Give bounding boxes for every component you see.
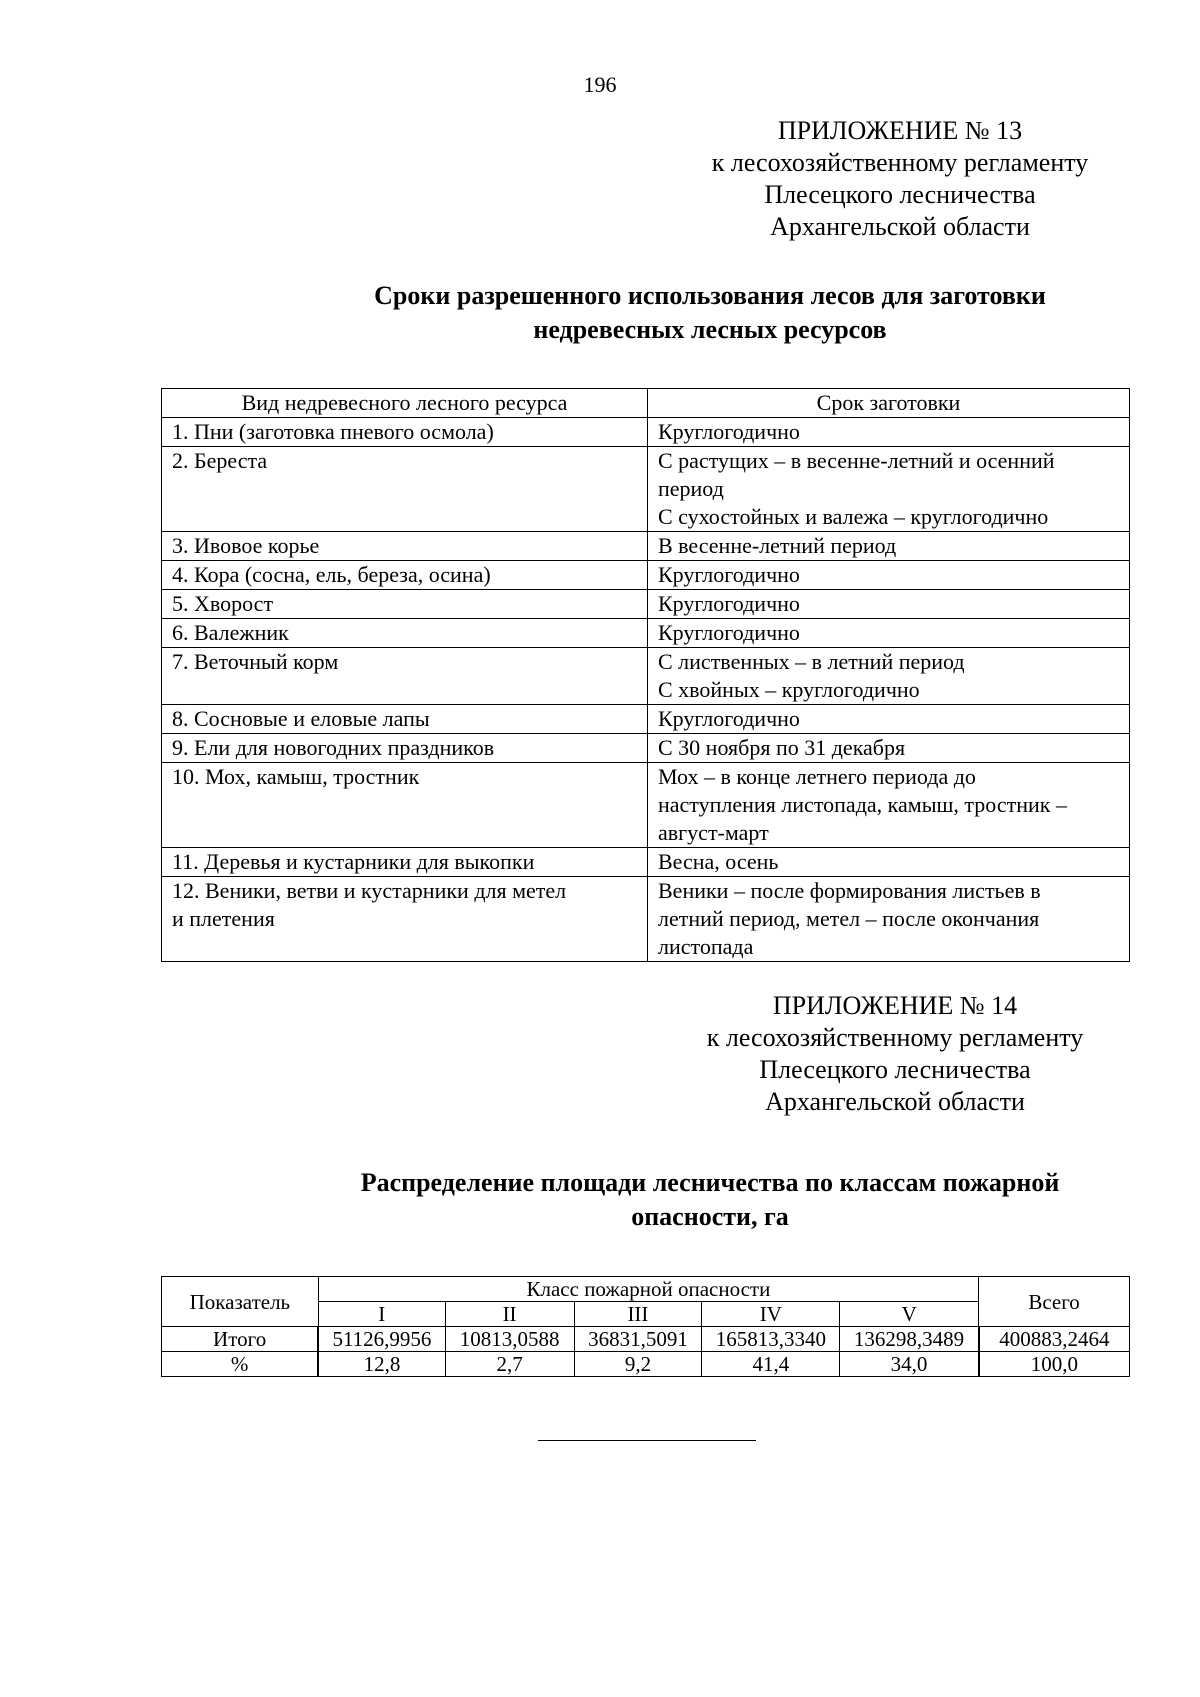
appendix-13-header <box>660 115 1140 243</box>
table-row <box>162 648 1130 705</box>
indicator-column-header: Показатель <box>162 1277 319 1327</box>
period-cell <box>648 705 1130 734</box>
resource-cell <box>162 418 648 447</box>
resource-cell <box>162 590 648 619</box>
resource-cell <box>162 648 648 705</box>
resource-cell <box>162 877 648 962</box>
period-line: Круглогодично <box>658 562 800 587</box>
fire-value-cell: 41,4 <box>702 1352 840 1377</box>
resources-table-header-row <box>162 389 1130 418</box>
resources-table-title <box>160 279 1200 347</box>
appendix-13-line-2: Плесецкого лесничества <box>764 180 1036 209</box>
fire-table-header-row-1 <box>162 1277 1130 1302</box>
row-label-cell: % <box>162 1352 319 1377</box>
period-line: Весна, осень <box>658 849 779 874</box>
table-row <box>162 590 1130 619</box>
appendix-14-line-1: к лесохозяйственному регламенту <box>706 1023 1084 1052</box>
period-cell <box>648 848 1130 877</box>
period-line: период <box>658 476 724 501</box>
period-line: Круглогодично <box>658 620 800 645</box>
resource-line: 2. Береста <box>172 448 268 473</box>
period-cell <box>648 619 1130 648</box>
period-cell <box>648 532 1130 561</box>
resources-table <box>161 388 1130 962</box>
period-line: Круглогодично <box>658 591 800 616</box>
table-row <box>162 447 1130 532</box>
table-row <box>162 848 1130 877</box>
table-row <box>162 1327 1130 1352</box>
table-row <box>162 763 1130 848</box>
period-line: С лиственных – в летний период <box>658 649 965 674</box>
period-line: Мох – в конце летнего периода до <box>658 764 976 789</box>
resource-line: 9. Ели для новогодних праздников <box>172 735 495 760</box>
table-row <box>162 877 1130 962</box>
fire-title-line-1: Распределение площади лесничества по классам пожарной <box>360 1168 1060 1197</box>
resource-line: 7. Веточный корм <box>172 649 339 674</box>
fire-class-header: I <box>318 1302 445 1327</box>
appendix-14-line-2: Плесецкого лесничества <box>759 1055 1031 1084</box>
resources-table-body <box>162 418 1130 962</box>
resource-line: 8. Сосновые и еловые лапы <box>172 706 430 731</box>
row-label-cell: Итого <box>162 1327 319 1352</box>
resource-cell <box>162 734 648 763</box>
period-line: летний период, метел – после окончания <box>658 906 1040 931</box>
appendix-13-line-3: Архангельской области <box>770 212 1030 241</box>
appendix-14-line-3: Архангельской области <box>765 1087 1025 1116</box>
fire-class-header: III <box>574 1302 702 1327</box>
resource-cell <box>162 561 648 590</box>
period-line: Веники – после формирования листьев в <box>658 878 1041 903</box>
fire-value-cell: 165813,3340 <box>702 1327 840 1352</box>
table-row <box>162 734 1130 763</box>
resource-line: 10. Мох, камыш, тростник <box>172 764 420 789</box>
fire-class-header: V <box>840 1302 979 1327</box>
fire-total-cell: 100,0 <box>979 1352 1130 1377</box>
fire-title-line-2: опасности, га <box>631 1202 789 1231</box>
resources-title-line-2: недревесных лесных ресурсов <box>533 315 887 344</box>
resource-line: 6. Валежник <box>172 620 289 645</box>
fire-value-cell: 51126,9956 <box>318 1327 445 1352</box>
fire-value-cell: 2,7 <box>445 1352 574 1377</box>
appendix-14-header <box>655 990 1135 1118</box>
fire-value-cell: 34,0 <box>840 1352 979 1377</box>
resources-title-line-1: Сроки разрешенного использования лесов для заготовки <box>374 281 1046 310</box>
appendix-14-heading: ПРИЛОЖЕНИЕ № 14 <box>772 991 1018 1020</box>
resource-cell <box>162 619 648 648</box>
period-line: листопада <box>658 934 754 959</box>
resource-line: 4. Кора (сосна, ель, береза, осина) <box>172 562 491 587</box>
table-row <box>162 619 1130 648</box>
table-row <box>162 705 1130 734</box>
resource-line: 5. Хворост <box>172 591 274 616</box>
resource-cell <box>162 447 648 532</box>
fire-value-cell: 10813,0588 <box>445 1327 574 1352</box>
fire-value-cell: 9,2 <box>574 1352 702 1377</box>
period-line: В весенне-летний период <box>658 533 897 558</box>
resource-cell <box>162 705 648 734</box>
table-row <box>162 561 1130 590</box>
period-line: С хвойных – круглогодично <box>658 677 920 702</box>
period-cell <box>648 763 1130 848</box>
fire-value-cell: 36831,5091 <box>574 1327 702 1352</box>
resource-cell <box>162 848 648 877</box>
period-cell <box>648 418 1130 447</box>
fire-total-cell: 400883,2464 <box>979 1327 1130 1352</box>
fire-class-header: II <box>445 1302 574 1327</box>
period-line: август-март <box>658 820 769 845</box>
period-cell <box>648 590 1130 619</box>
table-row <box>162 418 1130 447</box>
fire-table-title <box>160 1166 1200 1234</box>
resource-cell <box>162 763 648 848</box>
table-row <box>162 532 1130 561</box>
resource-column-header: Вид недревесного лесного ресурса <box>162 389 648 418</box>
resource-line: и плетения <box>172 906 275 931</box>
period-line: С 30 ноября по 31 декабря <box>658 735 906 760</box>
appendix-13-line-1: к лесохозяйственному регламенту <box>711 148 1089 177</box>
page-number: 196 <box>583 72 617 97</box>
table-row <box>162 1352 1130 1377</box>
period-column-header: Срок заготовки <box>648 389 1130 418</box>
period-cell <box>648 877 1130 962</box>
fire-class-group-header: Класс пожарной опасности <box>318 1277 978 1302</box>
fire-class-header: IV <box>702 1302 840 1327</box>
fire-danger-table <box>161 1276 1130 1377</box>
period-cell <box>648 648 1130 705</box>
end-of-page-rule <box>538 1440 756 1441</box>
period-cell <box>648 734 1130 763</box>
period-line: С растущих – в весенне-летний и осенний <box>658 448 1055 473</box>
resource-line: 12. Веники, ветви и кустарники для метел <box>172 878 567 903</box>
fire-value-cell: 136298,3489 <box>840 1327 979 1352</box>
resource-cell <box>162 532 648 561</box>
resource-line: 3. Ивовое корье <box>172 533 320 558</box>
resource-line: 1. Пни (заготовка пневого осмола) <box>172 419 494 444</box>
appendix-13-heading: ПРИЛОЖЕНИЕ № 13 <box>777 116 1023 145</box>
period-line: Круглогодично <box>658 419 800 444</box>
period-line: Круглогодично <box>658 706 800 731</box>
fire-value-cell: 12,8 <box>318 1352 445 1377</box>
period-cell <box>648 447 1130 532</box>
period-line: наступления листопада, камыш, тростник – <box>658 792 1067 817</box>
resource-line: 11. Деревья и кустарники для выкопки <box>172 849 535 874</box>
total-column-header: Всего <box>979 1277 1130 1327</box>
period-line: С сухостойных и валежа – круглогодично <box>658 504 1049 529</box>
fire-table-body <box>162 1327 1130 1377</box>
period-cell <box>648 561 1130 590</box>
